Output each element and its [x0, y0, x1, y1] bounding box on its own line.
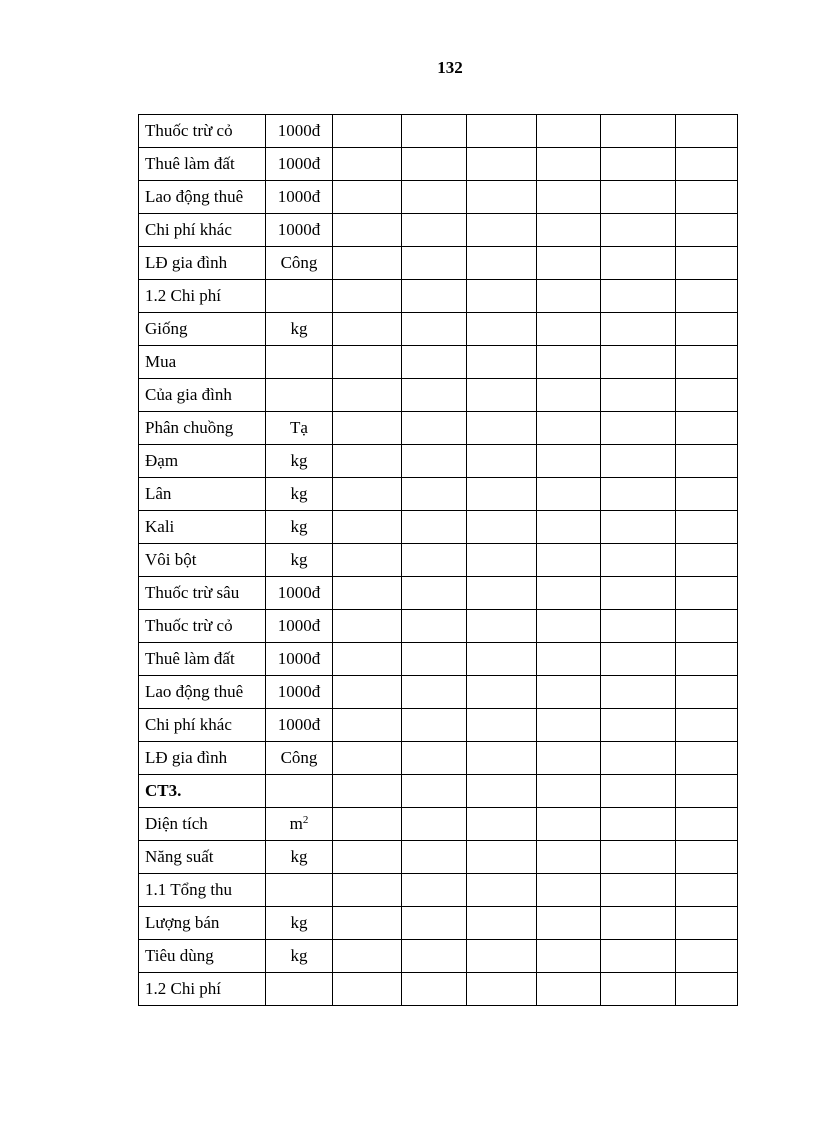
unit-text: 1000đ	[277, 220, 321, 239]
empty-cell	[676, 643, 738, 676]
row-item-label: Vôi bột	[139, 544, 266, 577]
empty-cell	[402, 214, 467, 247]
empty-cell	[333, 940, 402, 973]
unit-text: 1000đ	[277, 187, 321, 206]
row-unit	[266, 280, 333, 313]
row-unit	[266, 577, 333, 610]
empty-cell	[467, 577, 537, 610]
empty-cell	[537, 610, 601, 643]
table-row	[139, 841, 738, 874]
empty-cell	[402, 808, 467, 841]
empty-cell	[333, 346, 402, 379]
row-unit	[266, 313, 333, 346]
empty-cell	[467, 511, 537, 544]
unit-text: Tạ	[290, 418, 308, 437]
empty-cell	[333, 874, 402, 907]
empty-cell	[676, 412, 738, 445]
empty-cell	[537, 775, 601, 808]
row-item-label: Giống	[139, 313, 266, 346]
empty-cell	[402, 445, 467, 478]
empty-cell	[467, 346, 537, 379]
row-item-label: Mua	[139, 346, 266, 379]
empty-cell	[676, 742, 738, 775]
empty-cell	[601, 610, 676, 643]
empty-cell	[402, 709, 467, 742]
empty-cell	[537, 478, 601, 511]
empty-cell	[467, 445, 537, 478]
empty-cell	[676, 709, 738, 742]
empty-cell	[402, 973, 467, 1006]
empty-cell	[402, 379, 467, 412]
empty-cell	[537, 412, 601, 445]
row-unit	[266, 907, 333, 940]
row-unit	[266, 643, 333, 676]
empty-cell	[537, 808, 601, 841]
empty-cell	[333, 115, 402, 148]
row-unit	[266, 544, 333, 577]
empty-cell	[333, 676, 402, 709]
empty-cell	[537, 907, 601, 940]
empty-cell	[537, 346, 601, 379]
unit-text: kg	[290, 484, 308, 503]
row-unit	[266, 445, 333, 478]
survey-table	[138, 114, 738, 1006]
empty-cell	[537, 841, 601, 874]
row-unit	[266, 709, 333, 742]
empty-cell	[676, 280, 738, 313]
empty-cell	[402, 313, 467, 346]
empty-cell	[537, 115, 601, 148]
empty-cell	[333, 379, 402, 412]
row-item-label: Thuốc trừ cỏ	[139, 610, 266, 643]
table-row	[139, 346, 738, 379]
empty-cell	[467, 907, 537, 940]
empty-cell	[333, 181, 402, 214]
empty-cell	[676, 940, 738, 973]
empty-cell	[333, 610, 402, 643]
unit-text: 1000đ	[277, 616, 321, 635]
row-item-label: Phân chuồng	[139, 412, 266, 445]
empty-cell	[402, 511, 467, 544]
empty-cell	[467, 313, 537, 346]
empty-cell	[537, 313, 601, 346]
empty-cell	[676, 445, 738, 478]
unit-text: kg	[290, 319, 308, 338]
table-row	[139, 181, 738, 214]
unit-text: Công	[280, 748, 318, 767]
empty-cell	[402, 742, 467, 775]
empty-cell	[402, 874, 467, 907]
row-item-label: Chi phí khác	[139, 214, 266, 247]
empty-cell	[537, 544, 601, 577]
row-unit	[266, 775, 333, 808]
row-unit	[266, 181, 333, 214]
empty-cell	[402, 280, 467, 313]
empty-cell	[537, 577, 601, 610]
table-row	[139, 148, 738, 181]
unit-text: kg	[290, 847, 308, 866]
empty-cell	[402, 775, 467, 808]
row-item-label: Của gia đình	[139, 379, 266, 412]
empty-cell	[601, 445, 676, 478]
table-row	[139, 874, 738, 907]
empty-cell	[333, 478, 402, 511]
row-item-label: Đạm	[139, 445, 266, 478]
empty-cell	[537, 445, 601, 478]
empty-cell	[676, 544, 738, 577]
unit-text: kg	[290, 451, 308, 470]
row-unit	[266, 940, 333, 973]
empty-cell	[676, 577, 738, 610]
empty-cell	[601, 907, 676, 940]
empty-cell	[601, 181, 676, 214]
row-item-label: Lân	[139, 478, 266, 511]
empty-cell	[333, 841, 402, 874]
empty-cell	[601, 874, 676, 907]
empty-cell	[601, 214, 676, 247]
row-item-label: Năng suất	[139, 841, 266, 874]
empty-cell	[402, 346, 467, 379]
empty-cell	[601, 313, 676, 346]
empty-cell	[537, 214, 601, 247]
empty-cell	[601, 544, 676, 577]
empty-cell	[601, 511, 676, 544]
empty-cell	[676, 610, 738, 643]
empty-cell	[467, 940, 537, 973]
empty-cell	[467, 610, 537, 643]
empty-cell	[676, 313, 738, 346]
empty-cell	[467, 874, 537, 907]
row-unit	[266, 115, 333, 148]
unit-text: Công	[280, 253, 318, 272]
empty-cell	[676, 775, 738, 808]
table-row	[139, 709, 738, 742]
empty-cell	[601, 841, 676, 874]
table-row	[139, 775, 738, 808]
row-unit	[266, 346, 333, 379]
empty-cell	[537, 742, 601, 775]
empty-cell	[402, 247, 467, 280]
empty-cell	[601, 775, 676, 808]
empty-cell	[333, 148, 402, 181]
unit-text: kg	[290, 913, 308, 932]
empty-cell	[467, 544, 537, 577]
row-item-label: Lao động thuê	[139, 676, 266, 709]
row-unit	[266, 808, 333, 841]
empty-cell	[537, 709, 601, 742]
empty-cell	[333, 247, 402, 280]
empty-cell	[537, 676, 601, 709]
empty-cell	[537, 148, 601, 181]
empty-cell	[601, 148, 676, 181]
unit-superscript: 2	[302, 814, 309, 826]
empty-cell	[601, 280, 676, 313]
row-item-label: Diện tích	[139, 808, 266, 841]
empty-cell	[333, 445, 402, 478]
empty-cell	[333, 577, 402, 610]
table-row	[139, 676, 738, 709]
empty-cell	[676, 478, 738, 511]
empty-cell	[333, 643, 402, 676]
empty-cell	[601, 115, 676, 148]
empty-cell	[601, 940, 676, 973]
unit-text: kg	[290, 946, 308, 965]
empty-cell	[601, 709, 676, 742]
table-row	[139, 610, 738, 643]
row-unit	[266, 742, 333, 775]
empty-cell	[402, 115, 467, 148]
empty-cell	[676, 676, 738, 709]
empty-cell	[333, 907, 402, 940]
empty-cell	[402, 907, 467, 940]
empty-cell	[467, 676, 537, 709]
unit-text: m	[289, 814, 303, 833]
empty-cell	[333, 742, 402, 775]
empty-cell	[467, 412, 537, 445]
unit-text: 1000đ	[277, 649, 321, 668]
empty-cell	[676, 973, 738, 1006]
empty-cell	[676, 148, 738, 181]
empty-cell	[402, 544, 467, 577]
empty-cell	[402, 577, 467, 610]
table-row	[139, 379, 738, 412]
empty-cell	[601, 742, 676, 775]
empty-cell	[467, 643, 537, 676]
empty-cell	[402, 610, 467, 643]
row-item-label: 1.1 Tổng thu	[139, 874, 266, 907]
row-item-label: Lượng bán	[139, 907, 266, 940]
row-unit	[266, 874, 333, 907]
empty-cell	[402, 181, 467, 214]
empty-cell	[402, 412, 467, 445]
empty-cell	[467, 148, 537, 181]
row-item-label: 1.2 Chi phí	[139, 280, 266, 313]
empty-cell	[467, 709, 537, 742]
empty-cell	[333, 709, 402, 742]
row-item-label: Kali	[139, 511, 266, 544]
empty-cell	[333, 313, 402, 346]
table-row	[139, 478, 738, 511]
table-row	[139, 577, 738, 610]
unit-text: 1000đ	[277, 121, 321, 140]
table-row	[139, 214, 738, 247]
empty-cell	[402, 940, 467, 973]
row-item-label: Thuốc trừ cỏ	[139, 115, 266, 148]
empty-cell	[467, 247, 537, 280]
empty-cell	[537, 181, 601, 214]
empty-cell	[537, 874, 601, 907]
empty-cell	[333, 280, 402, 313]
row-unit	[266, 676, 333, 709]
table-row	[139, 445, 738, 478]
table-row	[139, 247, 738, 280]
empty-cell	[601, 643, 676, 676]
empty-cell	[537, 940, 601, 973]
table-row	[139, 115, 738, 148]
empty-cell	[676, 874, 738, 907]
row-unit	[266, 148, 333, 181]
row-item-label: Tiêu dùng	[139, 940, 266, 973]
row-unit	[266, 973, 333, 1006]
row-item-label: Chi phí khác	[139, 709, 266, 742]
empty-cell	[467, 214, 537, 247]
row-item-label: 1.2 Chi phí	[139, 973, 266, 1006]
empty-cell	[333, 808, 402, 841]
empty-cell	[467, 181, 537, 214]
empty-cell	[601, 808, 676, 841]
empty-cell	[467, 379, 537, 412]
empty-cell	[537, 511, 601, 544]
empty-cell	[467, 280, 537, 313]
empty-cell	[467, 115, 537, 148]
empty-cell	[537, 280, 601, 313]
empty-cell	[676, 379, 738, 412]
table-row	[139, 544, 738, 577]
empty-cell	[467, 841, 537, 874]
table-row	[139, 940, 738, 973]
table-row	[139, 511, 738, 544]
empty-cell	[333, 775, 402, 808]
page-number: 132	[437, 58, 463, 77]
empty-cell	[601, 247, 676, 280]
empty-cell	[601, 973, 676, 1006]
empty-cell	[333, 511, 402, 544]
empty-cell	[676, 808, 738, 841]
empty-cell	[676, 907, 738, 940]
empty-cell	[537, 379, 601, 412]
row-unit	[266, 511, 333, 544]
table-row	[139, 313, 738, 346]
row-item-label: Thuốc trừ sâu	[139, 577, 266, 610]
empty-cell	[402, 478, 467, 511]
empty-cell	[676, 511, 738, 544]
empty-cell	[467, 808, 537, 841]
empty-cell	[601, 346, 676, 379]
empty-cell	[601, 577, 676, 610]
empty-cell	[601, 676, 676, 709]
row-item-label: Thuê làm đất	[139, 148, 266, 181]
row-item-label: Lao động thuê	[139, 181, 266, 214]
empty-cell	[402, 643, 467, 676]
row-unit	[266, 214, 333, 247]
empty-cell	[537, 973, 601, 1006]
row-item-label: CT3.	[139, 775, 266, 808]
empty-cell	[333, 412, 402, 445]
row-unit	[266, 610, 333, 643]
empty-cell	[601, 478, 676, 511]
table-row	[139, 280, 738, 313]
empty-cell	[676, 214, 738, 247]
empty-cell	[676, 346, 738, 379]
row-unit	[266, 478, 333, 511]
row-item-label: Thuê làm đất	[139, 643, 266, 676]
empty-cell	[601, 379, 676, 412]
empty-cell	[676, 247, 738, 280]
table-row	[139, 742, 738, 775]
empty-cell	[402, 841, 467, 874]
empty-cell	[601, 412, 676, 445]
row-item-label: LĐ gia đình	[139, 742, 266, 775]
empty-cell	[467, 742, 537, 775]
table-row	[139, 808, 738, 841]
unit-text: kg	[290, 550, 308, 569]
unit-text: 1000đ	[277, 154, 321, 173]
empty-cell	[467, 775, 537, 808]
unit-text: 1000đ	[277, 715, 321, 734]
empty-cell	[402, 148, 467, 181]
empty-cell	[333, 214, 402, 247]
empty-cell	[467, 478, 537, 511]
empty-cell	[676, 841, 738, 874]
unit-text: kg	[290, 517, 308, 536]
row-item-label: LĐ gia đình	[139, 247, 266, 280]
table-row	[139, 412, 738, 445]
table-row	[139, 973, 738, 1006]
empty-cell	[402, 676, 467, 709]
empty-cell	[467, 973, 537, 1006]
table-row	[139, 907, 738, 940]
row-unit	[266, 247, 333, 280]
row-unit	[266, 412, 333, 445]
empty-cell	[537, 247, 601, 280]
table-row	[139, 643, 738, 676]
unit-text: 1000đ	[277, 682, 321, 701]
empty-cell	[333, 973, 402, 1006]
row-unit	[266, 841, 333, 874]
empty-cell	[333, 544, 402, 577]
empty-cell	[537, 643, 601, 676]
empty-cell	[676, 181, 738, 214]
row-unit	[266, 379, 333, 412]
empty-cell	[676, 115, 738, 148]
unit-text: 1000đ	[277, 583, 321, 602]
